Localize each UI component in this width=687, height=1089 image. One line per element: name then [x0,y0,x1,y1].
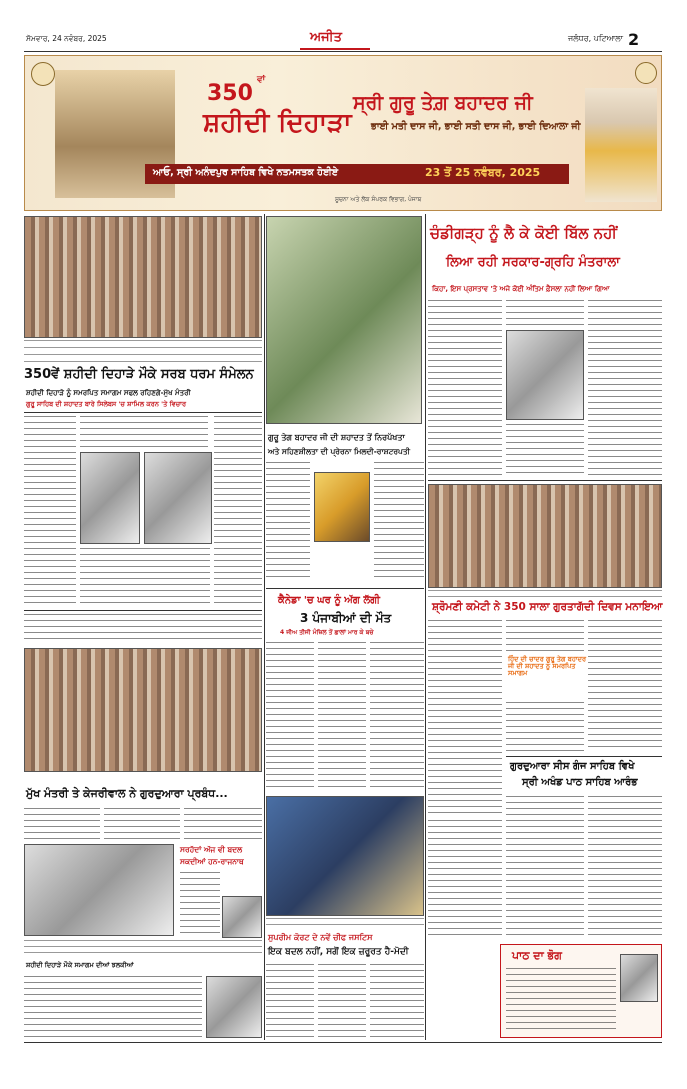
palki-sahib-photo [266,216,422,424]
masthead: ਅਜੀਤ [310,30,342,45]
modi-headline-1: ਸੁਪਰੀਮ ਕੋਰਟ ਦੇ ਨਵੇਂ ਚੀਫ ਜਸਟਿਸ [268,933,373,942]
canada-headline-2: 3 ਪੰਜਾਬੀਆਂ ਦੀ ਮੌਤ [300,611,392,625]
sis-ganj-text-1 [506,796,584,936]
divider [428,480,662,481]
sgpc-text-2 [506,620,584,652]
page-bottom-rule [24,1042,662,1043]
bottom-left-text [24,976,202,1038]
divider [24,610,262,611]
martyrs-names: ਭਾਈ ਮਤੀ ਦਾਸ ਜੀ, ਭਾਈ ਸਤੀ ਦਾਸ ਜੀ, ਭਾਈ ਦਿਆਲਾ ਜੀ [371,121,581,132]
column-rule [264,214,265,1040]
sgpc-ceremony-photo [428,484,662,588]
canada-sub: 4 ਜੀਅ ਤੀਜੀ ਮੰਜ਼ਿਲ ਤੋਂ ਛਾਲਾਂ ਮਾਰ ਕੇ ਬਚੇ [280,629,374,636]
left-mid-text [24,614,262,644]
path-bhog-text [506,968,616,1034]
chandigarh-text-4 [588,300,662,476]
rajnath-photo [222,896,262,938]
banner-footer: ਸੂਚਨਾ ਅਤੇ ਲੋਕ ਸੰਪਰਕ ਵਿਭਾਗ, ਪੰਜਾਬ [335,196,422,203]
bottom-left-headline: ਸ਼ਹੀਦੀ ਦਿਹਾੜੇ ਮੌਕੇ ਸਮਾਗਮ ਦੀਆਂ ਝਲਕੀਆਂ [26,961,134,969]
canada-text-1 [266,642,314,792]
divider [24,412,262,413]
divider [506,756,662,757]
divider [266,588,424,589]
canada-headline-1: ਕੈਨੇਡਾ 'ਚ ਘਰ ਨੂੰ ਅੱਗ ਲੱਗੀ [278,595,381,606]
cm-text-col3 [184,808,262,840]
guru-name: ਸ੍ਰੀ ਗੁਰੂ ਤੇਗ਼ ਬਹਾਦਰ ਜੀ [353,92,533,114]
punjab-seal-icon [635,62,657,84]
president-photo [314,472,370,542]
cm-text-col2 [104,808,180,840]
banner-superscript: ਵਾਂ [257,75,266,85]
sarb-dharam-sub1: ਸ਼ਹੀਦੀ ਦਿਹਾੜੇ ਨੂੰ ਸਮਰਪਿਤ ਸਮਾਗਮ ਸਫਲ ਰਹਿਣਗੇ-ਮੁੱਖ ਮੰਤਰੀ [26,389,191,397]
modi-text-1 [266,964,314,1038]
congregation-photo [24,648,262,772]
sarkar-headline-1: ਸਰਹੱਦਾਂ ਅੱਜ ਵੀ ਬਦਲ [180,845,243,854]
sis-ganj-headline-2: ਸ੍ਰੀ ਅਖੰਡ ਪਾਠ ਸਾਹਿਬ ਆਰੰਭ [522,777,638,788]
guru-tegh-text-2 [374,462,424,582]
cm-gurdwara-headline: ਮੁੱਖ ਮੰਤਰੀ ਤੇ ਕੇਜਰੀਵਾਲ ਨੇ ਗੁਰਦੁਆਰਾ ਪ੍ਰਬੰਧ... [26,787,228,800]
sgpc-caption [428,590,662,600]
khanda-emblem-icon [31,62,55,86]
cm-text-col1 [24,808,100,840]
banner-invite: ਆਓ, ਸ੍ਰੀ ਅਨੰਦਪੁਰ ਸਾਹਿਬ ਵਿਖੇ ਨਤਮਸਤਕ ਹੋਈਏ [153,167,339,178]
orange-quote: ਹਿੰਦ ਦੀ ਚਾਦਰ ਗੁਰੂ ਤੇਗ ਬਹਾਦਰ ਜੀ ਦੀ ਸ਼ਹਾਦਤ ਨੂੰ ਸਮਰਪਿਤ ਸਮਾਗਮ [508,655,587,677]
canada-text-2 [318,642,366,792]
modi-caption [266,918,424,930]
banner-number: 350 [207,81,253,106]
header-rule [24,51,662,52]
exhibition-photo [24,844,174,936]
sis-ganj-headline-1: ਗੁਰਦੁਆਰਾ ਸੀਸ ਗੰਜ ਸਾਹਿਬ ਵਿਖੇ [510,761,635,772]
page-info: ਜਲੰਧਰ, ਪਟਿਆਲਾ [568,34,623,43]
martyrdom-banner [24,55,662,211]
guru-tegh-sub: ਅਤੇ ਸਹਿਣਸ਼ੀਲਤਾ ਦੀ ਪ੍ਰੇਰਨਾ ਮਿਲਦੀ-ਰਾਸ਼ਟਰਪਤੀ [268,447,410,456]
path-bhog-title: ਪਾਠ ਦਾ ਭੋਗ [512,949,562,962]
guru-tegh-text-1 [266,462,310,582]
banner-title: ਸ਼ਹੀਦੀ ਦਿਹਾੜਾ [203,108,352,138]
sarb-text-col2 [80,416,208,448]
cm-portrait [585,88,657,202]
canada-text-3 [370,642,424,792]
modi-headline-2: ਇਕ ਬਦਲ ਨਹੀਂ, ਸਗੋਂ ਇਕ ਜ਼ਰੂਰਤ ਹੈ-ਮੋਦੀ [268,947,409,957]
sarb-text-col4 [80,548,210,606]
sarkar-text [180,872,220,938]
dateline: ਸੋਮਵਾਰ, 24 ਨਵੰਬਰ, 2025 [26,34,107,43]
modi-text-2 [318,964,366,1038]
chandigarh-text-2 [506,300,584,326]
sarb-text-col1 [24,416,76,606]
chandigarh-headline-2: ਲਿਆ ਰਹੀ ਸਰਕਾਰ-ਗ੍ਰਹਿ ਮੰਤਰਾਲਾ [446,255,620,270]
sgpc-headline: ਸ਼੍ਰੋਮਣੀ ਕਮੇਟੀ ਨੇ 350 ਸਾਲਾ ਗੁਰਤਾਗੱਦੀ ਦਿਵਸ ਮਨਾਇਆ [432,601,663,613]
sarkar-headline-2: ਸਕਦੀਆਂ ਹਨ-ਰਾਜਨਾਥ [180,857,244,866]
leaders-caption [24,340,262,362]
chandigarh-text-1 [428,300,502,476]
deceased-portrait [620,954,658,1002]
open-hand-photo [506,330,584,420]
sgpc-text-3 [506,702,584,752]
saint-photo-1 [80,452,140,544]
sarb-dharam-headline: 350ਵੇਂ ਸ਼ਹੀਦੀ ਦਿਹਾੜੇ ਮੌਕੇ ਸਰਬ ਧਰਮ ਸੰਮੇਲਨ [24,367,254,382]
chandigarh-headline-1: ਚੰਡੀਗੜ੍ਹ ਨੂੰ ਲੈ ਕੇ ਕੋਈ ਬਿੱਲ ਨਹੀਂ [430,224,617,242]
sgpc-text-5 [428,820,502,936]
sarb-text-col3 [214,416,262,606]
chandigarh-sub: ਕਿਹਾ, ਇਸ ਪ੍ਰਸਤਾਵ 'ਤੇ ਅਜੇ ਕੋਈ ਅੰਤਿਮ ਫ਼ੈਸਲਾ ਨਹੀਂ ਲਿਆ ਗਿਆ [432,285,610,293]
sarb-dharam-sub2: ਗੁਰੂ ਸਾਹਿਬ ਦੀ ਸ਼ਹਾਦਤ ਬਾਰੇ ਸਿਲੇਬਸ 'ਚ ਸ਼ਾਮਿਲ ਕਰਨ 'ਤੇ ਵਿਚਾਰ [26,400,186,408]
chandigarh-text-3 [506,424,584,476]
banner-dates: 23 ਤੋਂ 25 ਨਵੰਬਰ, 2025 [425,166,541,179]
guru-tegh-headline: ਗੁਰੂ ਤੇਗ ਬਹਾਦਰ ਜੀ ਦੀ ਸ਼ਹਾਦਤ ਤੋਂ ਨਿਰਪੱਖਤਾ [268,433,405,442]
page-number: 2 [628,30,640,49]
saint-photo-2 [144,452,212,544]
sgpc-text-4 [588,620,662,752]
modi-text-3 [370,964,424,1038]
column-rule [425,214,426,1040]
exhibition-caption [24,940,262,958]
leaders-photo [24,216,262,338]
modi-leaders-photo [266,796,424,916]
masthead-rule [300,48,370,50]
sgpc-text-1 [428,620,502,816]
official-photo [206,976,262,1038]
sis-ganj-text-2 [588,796,662,936]
